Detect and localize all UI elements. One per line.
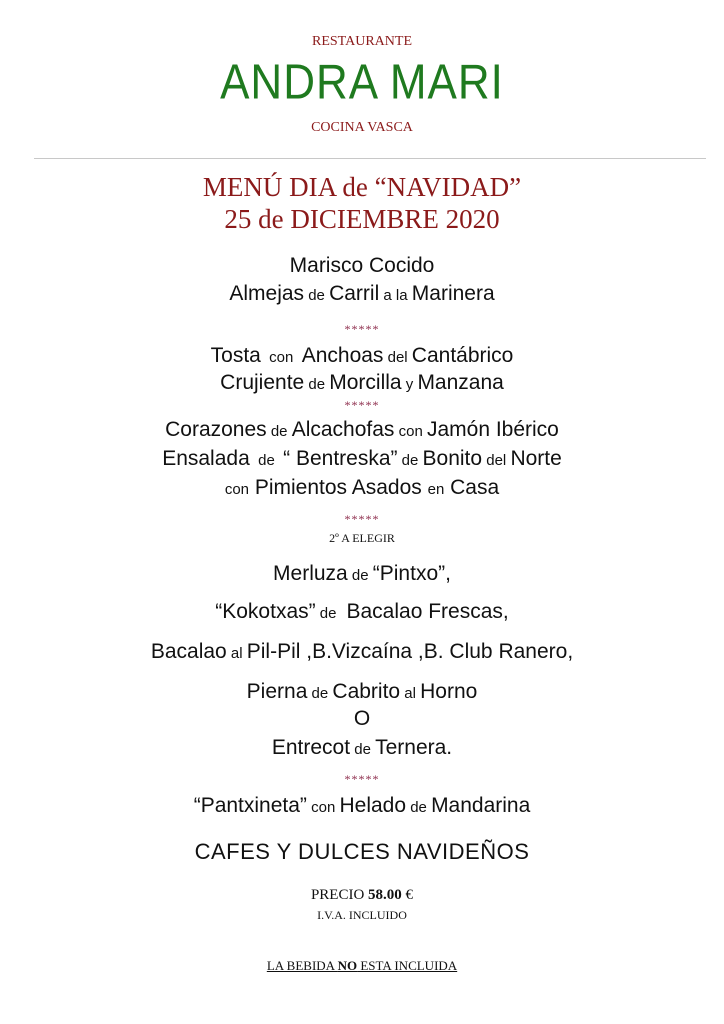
dish-text: Helado: [339, 794, 407, 817]
connector-word: del: [482, 452, 511, 469]
dish-text: Pimientos Asados: [249, 476, 428, 499]
dish-text: Merluza: [273, 562, 348, 585]
main-option-entrecot: [0, 734, 724, 764]
header-divider: [34, 158, 706, 159]
separator-4: *****: [344, 772, 380, 786]
connector-word: de: [397, 452, 423, 469]
connector-word: a la: [379, 287, 412, 304]
dish-text: “Kokotxas”: [215, 600, 316, 623]
dish-text: Casa: [444, 476, 500, 499]
connector-word: de: [347, 567, 373, 584]
dish-text: Marinera: [411, 282, 495, 305]
main-option-kokotxas: [0, 598, 724, 628]
dish-text: Cantábrico: [411, 344, 514, 367]
connector-word: de: [406, 799, 432, 816]
connector-word: de: [350, 741, 376, 758]
course3-dish1: [0, 416, 724, 446]
dish-text: Cabrito: [332, 680, 401, 703]
dish-text: Mandarina: [431, 794, 531, 817]
menu-date: 25 de DICIEMBRE 2020: [224, 204, 500, 234]
connector-word: al: [226, 645, 247, 662]
dish-text: Ensalada: [162, 447, 250, 470]
dish-text: Anchoas: [301, 344, 384, 367]
connector-word: de: [304, 376, 330, 393]
connector-word: y: [401, 376, 418, 393]
main-option-merluza: [0, 560, 724, 590]
course1-dish1: Marisco Cocido: [289, 254, 435, 277]
connector-word: de: [249, 452, 284, 469]
dish-text: Pierna: [246, 680, 308, 703]
dish-text: Alcachofas: [291, 418, 395, 441]
price-currency: €: [401, 887, 414, 903]
main-option-cabrito: [0, 678, 724, 708]
price-line: [0, 887, 724, 904]
connector-word: de: [304, 287, 330, 304]
separator-1: *****: [344, 322, 380, 336]
restaurant-kicker: RESTAURANTE: [312, 34, 412, 49]
connector-word: con: [260, 349, 302, 366]
cuisine-label: COCINA VASCA: [311, 120, 413, 135]
drinks-note-emphasis: NO: [337, 958, 358, 973]
connector-word: de: [315, 605, 341, 622]
dish-text: Bonito: [422, 447, 483, 470]
course3-dish2: [0, 445, 724, 475]
dish-text: Norte: [510, 447, 562, 470]
separator-2: *****: [344, 398, 380, 412]
connector-word: con: [224, 481, 250, 498]
dish-text: Tosta: [210, 344, 261, 367]
dish-text: Ternera.: [375, 736, 453, 759]
connector-word: en: [427, 481, 445, 498]
cafes-line: CAFES Y DULCES NAVIDEÑOS: [194, 839, 530, 864]
course2-dish1: [0, 342, 724, 372]
drinks-note-after: ESTA INCLUIDA: [357, 958, 458, 973]
connector-word: de: [307, 685, 333, 702]
drinks-note-before: LA BEBIDA: [266, 958, 338, 973]
dish-text: “Pantxineta”: [193, 794, 307, 817]
dish-text: Bacalao Frescas,: [340, 600, 509, 623]
menu-title: MENÚ DIA de “NAVIDAD”: [202, 172, 522, 202]
dish-text: Morcilla: [329, 371, 402, 394]
dish-text: Manzana: [417, 371, 504, 394]
dish-text: “Pintxo”,: [372, 562, 451, 585]
dish-text: Bacalao: [150, 640, 227, 663]
dish-text: “ Bentreska”: [283, 447, 398, 470]
dish-text: Almejas: [229, 282, 305, 305]
dish-text: Corazones: [165, 418, 267, 441]
connector-word: de: [266, 423, 292, 440]
dish-text: Pil-Pil ,B.Vizcaína ,B. Club Ranero,: [246, 640, 574, 663]
dish-text: Horno: [420, 680, 478, 703]
price-amount: 58.00: [368, 887, 402, 903]
dessert: [0, 792, 724, 822]
price-label: PRECIO: [310, 887, 369, 903]
separator-3: *****: [344, 512, 380, 526]
dish-text: Crujiente: [220, 371, 305, 394]
main-option-bacalao: [0, 638, 724, 668]
dish-text: Entrecot: [271, 736, 351, 759]
dish-text: Jamón Ibérico: [426, 418, 559, 441]
drinks-note: [0, 958, 724, 974]
connector-word: con: [394, 423, 427, 440]
connector-word: del: [383, 349, 412, 366]
connector-word: con: [306, 799, 340, 816]
course3-dish3: [0, 474, 724, 504]
restaurant-name: ANDRA MARI: [220, 55, 504, 110]
choose-label: 2º A ELEGIR: [329, 531, 395, 545]
tax-note: I.V.A. INCLUIDO: [317, 908, 407, 922]
main-option-or: O: [353, 707, 371, 730]
course2-dish2: [0, 369, 724, 399]
dish-text: Carril: [329, 282, 380, 305]
connector-word: al: [400, 685, 421, 702]
course1-dish2: [0, 280, 724, 310]
